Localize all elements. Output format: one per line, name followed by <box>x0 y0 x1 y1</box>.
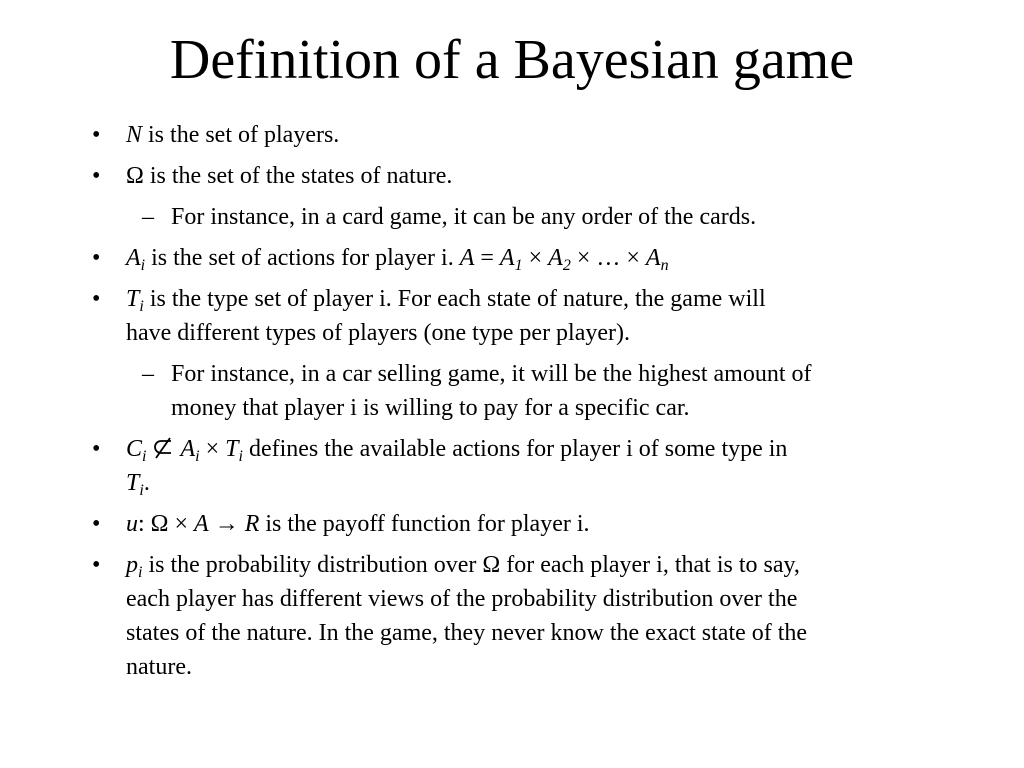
slide-title: Definition of a Bayesian game <box>169 29 855 91</box>
bullet-probability-text-4: nature. <box>126 654 192 680</box>
var-an: A <box>645 245 661 271</box>
var-t: T <box>126 286 140 312</box>
bullet-marker: • <box>92 122 101 148</box>
dash-marker: – <box>142 204 154 230</box>
bullet-players <box>126 118 339 152</box>
var-c: C <box>126 436 143 462</box>
colon-omega-times: : Ω × <box>138 511 195 537</box>
bullet-probability-line4 <box>126 650 192 684</box>
bullet-constraint-text: defines the available actions for player i of some type in <box>242 436 788 462</box>
var-a: A <box>459 245 475 271</box>
sub-i: i <box>195 448 200 465</box>
var-n: N <box>126 122 143 148</box>
bullet-marker: • <box>92 163 101 189</box>
bullet-probability-line2 <box>126 582 797 616</box>
not-subset-icon <box>152 435 174 457</box>
bullet-marker: • <box>92 286 101 312</box>
sub-1: 1 <box>514 257 523 274</box>
bullet-states-text: Ω is the set of the states of nature. <box>126 163 453 189</box>
times-sign: × <box>522 245 549 271</box>
dash-marker: – <box>142 361 154 387</box>
var-a: A <box>194 511 209 537</box>
bullet-types-text-2: have different types of players (one type per player). <box>126 320 631 346</box>
sub-n: n <box>660 257 669 274</box>
bullet-marker: • <box>92 436 101 462</box>
var-a2: A <box>548 245 563 271</box>
sub-bullet-card-game <box>171 200 756 234</box>
sub-bullet-car-selling-line2 <box>171 391 690 425</box>
var-t: T <box>225 436 239 462</box>
sub-i: i <box>138 564 143 581</box>
bullet-actions <box>126 241 669 275</box>
var-p: p <box>126 552 138 578</box>
bullet-payoff-text: is the payoff function for player i. <box>259 511 590 537</box>
sub-i: i <box>139 298 144 315</box>
var-a1: A <box>499 245 515 271</box>
bullet-players-text: is the set of players. <box>142 122 340 148</box>
sub-i: i <box>140 257 146 274</box>
sub-i: i <box>238 448 243 465</box>
var-a: A <box>180 436 196 462</box>
sub-i: i <box>142 448 147 465</box>
var-r: R <box>244 511 260 537</box>
bullet-constraint-line2 <box>126 466 150 500</box>
bullet-probability-text-3: states of the nature. In the game, they never know the exact state of the <box>126 620 808 646</box>
sub-bullet-car-selling-text-2: money that player i is willing to pay for a specific car. <box>171 395 690 421</box>
bullet-states <box>126 159 452 193</box>
arrow: → <box>208 511 245 537</box>
times-sign: × <box>199 436 226 462</box>
var-u: u <box>126 511 138 537</box>
var-a: A <box>126 245 141 271</box>
bullet-types-line2 <box>126 316 630 350</box>
sub-bullet-card-game-text: For instance, in a card game, it can be any order of the cards. <box>171 204 757 230</box>
bullet-probability-text: is the probability distribution over Ω for each player i, that is to say, <box>142 552 800 578</box>
bullet-actions-text: is the set of actions for player i. <box>145 245 460 271</box>
var-t: T <box>126 470 140 496</box>
sub-bullet-car-selling-line1 <box>171 357 812 391</box>
sub-2: 2 <box>562 257 571 274</box>
bullet-probability-line3 <box>126 616 807 650</box>
sub-i: i <box>139 482 144 499</box>
bullet-payoff <box>126 507 590 541</box>
bullet-types-text: is the type set of player i. For each state of nature, the game will <box>143 286 766 312</box>
bullet-types-line1 <box>126 282 766 316</box>
bullet-probability-line1 <box>126 548 800 582</box>
equals-sign: = <box>474 245 500 271</box>
bullet-probability-text-2: each player has different views of the probability distribution over the <box>126 586 798 612</box>
sub-bullet-car-selling-text: For instance, in a car selling game, it will be the highest amount of <box>171 361 812 387</box>
bullet-marker: • <box>92 511 101 537</box>
times-ellipsis: × … × <box>570 245 646 271</box>
bullet-constraint-line1 <box>126 432 787 466</box>
bullet-marker: • <box>92 245 101 271</box>
bullet-marker: • <box>92 552 101 578</box>
period: . <box>143 470 150 496</box>
